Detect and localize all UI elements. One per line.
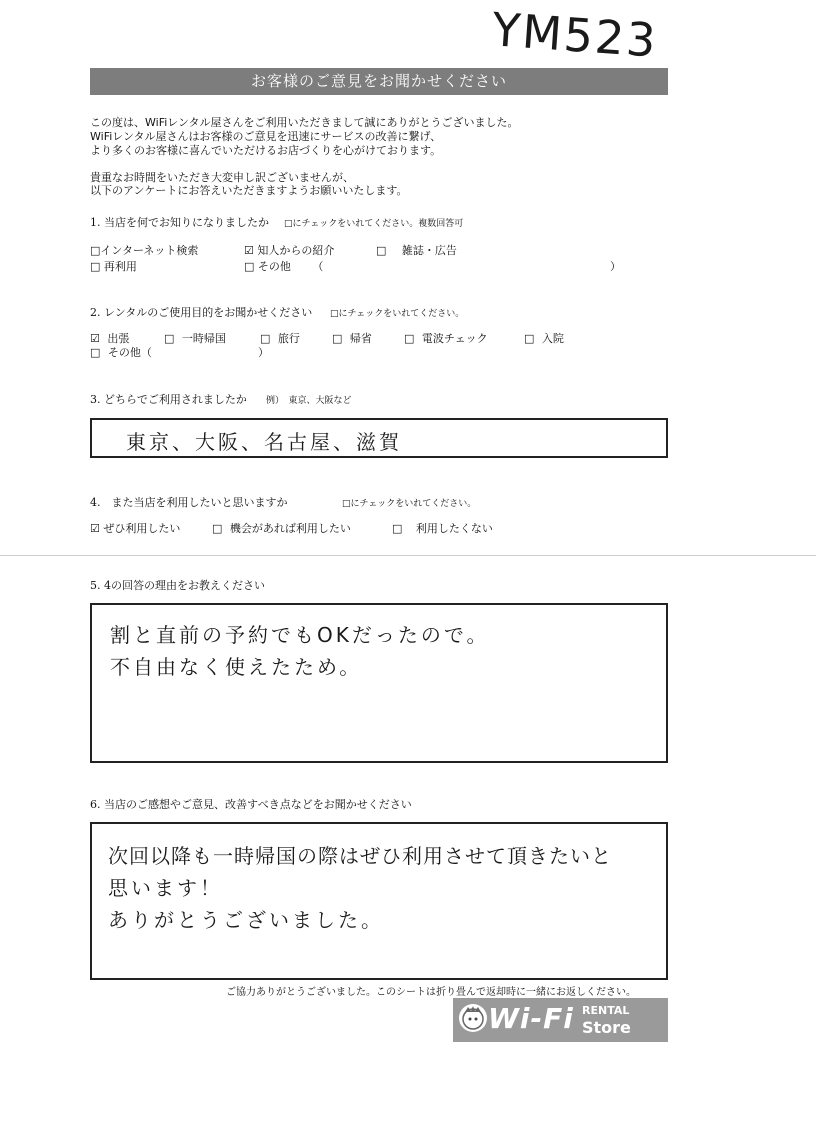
q1-paren-close: ） (610, 260, 621, 273)
q6-title: 6. 当店のご感想やご意見、改善すべき点などをお聞かせください (90, 798, 412, 811)
intro-line-1: この度は、WiFiレンタル屋さんをご利用いただきまして誠にありがとうございました。 (90, 116, 519, 129)
checkbox-icon: □ (332, 332, 343, 345)
checked-box-icon: ☑ (90, 332, 100, 345)
q3-note: 例） 東京、大阪など (266, 396, 352, 406)
q2-option-other[interactable] (90, 344, 152, 360)
q2-option-hospital-label: 入院 (541, 332, 564, 345)
checkbox-icon: □ (392, 522, 403, 535)
q2-option-travel-label: 旅行 (277, 332, 300, 345)
q3-answer-text: 東京、大阪、名古屋、滋賀 (126, 430, 402, 454)
q2-note: □にチェックをいれてください。 (330, 309, 465, 319)
q6-answer-line-3: ありがとうございました。 (108, 908, 384, 932)
logo-wifi-text: Wi-Fi (488, 1002, 574, 1035)
q2-paren-close: ） (258, 346, 269, 359)
q2-option-signal-check[interactable] (404, 330, 488, 346)
q1-option-magazine[interactable] (376, 242, 457, 258)
q1-option-referral-label: 知人からの紹介 (257, 244, 335, 257)
checked-box-icon: ☑ (244, 244, 254, 257)
q1-option-reuse[interactable] (90, 258, 137, 274)
q5-answer-box[interactable] (90, 603, 668, 763)
checked-box-icon: ☑ (90, 522, 100, 535)
intro-line-2: WiFiレンタル屋さんはお客様のご意見を迅速にサービスの改善に繋げ、 (90, 130, 442, 143)
q2-option-homecoming-label: 帰省 (349, 332, 372, 345)
checkbox-icon: □ (244, 260, 255, 273)
q1-option-magazine-label: 雑誌・広告 (401, 244, 457, 257)
q1-paren-open: （ (312, 260, 324, 273)
q3-answer-box[interactable] (90, 418, 668, 458)
checkbox-icon: □ (404, 332, 415, 345)
q2-option-other-label: その他（ (107, 346, 152, 359)
q1-option-referral[interactable] (244, 242, 334, 258)
checkbox-icon: □ (90, 260, 101, 273)
handwritten-id: YM523 (490, 2, 660, 68)
intro-line-5: 以下のアンケートにお答えいただきますようお願いいたします。 (90, 184, 408, 197)
q4-option-no-label: 利用したくない (415, 522, 493, 535)
checkbox-icon: □ (212, 522, 223, 535)
logo-rental-text: RENTAL (582, 1004, 630, 1017)
q4-option-if-chance[interactable] (212, 520, 351, 536)
q5-answer-line-2: 不自由なく使えたため。 (110, 655, 363, 679)
q1-title: 1. 当店を何でお知りになりましたか (90, 216, 269, 229)
footer-note: ご協力ありがとうございました。このシートは折り畳んで返却時に一緒にお返しください。 (226, 987, 636, 998)
q4-option-no[interactable] (392, 520, 493, 536)
q3-title: 3. どちらでご利用されましたか (90, 393, 247, 406)
checkbox-icon: □ (524, 332, 535, 345)
checkbox-icon: □ (260, 332, 271, 345)
q1-option-internet[interactable]: □インターネット検索 (90, 244, 199, 257)
intro-line-3: より多くのお客様に喜んでいただけるお店づくりを心がけております。 (90, 144, 442, 157)
q5-answer-line-1: 割と直前の予約でもOKだったので。 (110, 623, 490, 647)
q1-option-other-label: その他 (257, 260, 291, 273)
q4-note: □にチェックをいれてください。 (342, 499, 477, 509)
survey-title-banner: お客様のご意見をお聞かせください (90, 68, 668, 95)
mascot-icon (459, 1004, 487, 1032)
q4-option-definitely[interactable] (90, 520, 180, 536)
q4-option-if-chance-label: 機会があれば利用したい (229, 522, 351, 535)
fold-line-divider (0, 555, 816, 556)
q1-note: □にチェックをいれてください。複数回答可 (284, 219, 464, 229)
q5-title: 5. 4の回答の理由をお教えください (90, 579, 265, 592)
intro-line-4: 貴重なお時間をいただき大変申し訳ございませんが、 (90, 171, 354, 184)
q6-answer-line-2: 思います！ (108, 876, 223, 900)
q4-title: 4. また当店を利用したいと思いますか (90, 496, 288, 509)
q6-answer-box[interactable] (90, 822, 668, 980)
q2-option-hospital[interactable] (524, 330, 564, 346)
q4-option-definitely-label: ぜひ利用したい (103, 522, 181, 535)
q6-answer-line-1: 次回以降も一時帰国の際はぜひ利用させて頂きたいと (108, 844, 612, 868)
q1-option-reuse-label: 再利用 (103, 260, 137, 273)
q2-option-homecoming[interactable] (332, 330, 372, 346)
q2-option-signal-check-label: 電波チェック (421, 332, 488, 345)
checkbox-icon: □ (90, 346, 101, 359)
logo-store-text: Store (582, 1018, 631, 1037)
q2-title: 2. レンタルのご使用目的をお聞かせください (90, 306, 313, 319)
checkbox-icon: □ (376, 244, 387, 257)
q2-option-home-visit-label: 一時帰国 (181, 332, 226, 345)
q2-option-business-label: 出張 (107, 332, 130, 345)
q1-option-other[interactable] (244, 258, 323, 274)
checkbox-icon: □ (164, 332, 175, 345)
q2-option-home-visit[interactable] (164, 330, 226, 346)
